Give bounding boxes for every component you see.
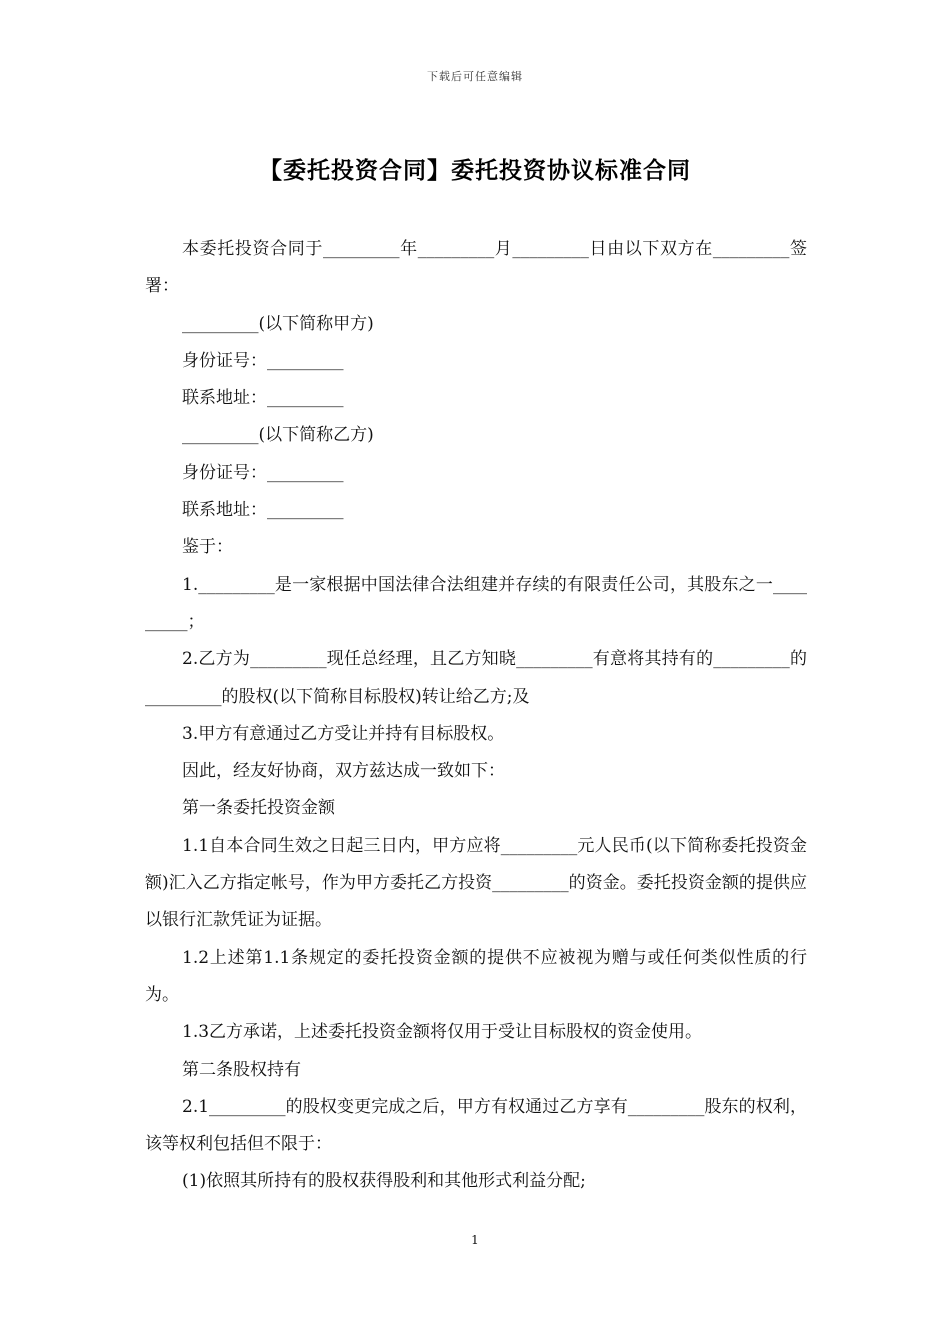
contract-body: [145, 231, 807, 1201]
page-number: 1: [471, 1233, 479, 1247]
paragraph-recital-3: 3.甲方有意通过乙方受让并持有目标股权。: [182, 723, 505, 744]
clause-1-2: 1.2上述第1.1条规定的委托投资金额的提供不应被视为赠与或任何类似性质的行为。: [145, 947, 807, 1005]
paragraph-party-a-name: _________(以下简称甲方): [182, 313, 374, 334]
clause-2-1-item-1: (1)依照其所持有的股权获得股利和其他形式利益分配;: [182, 1171, 586, 1192]
paragraph-party-b-name: _________(以下简称乙方): [182, 425, 374, 446]
document-title: 【委托投资合同】委托投资协议标准合同: [259, 158, 691, 184]
article-2-heading: 第二条股权持有: [182, 1059, 301, 1080]
paragraph-recital-1: 1._________是一家根据中国法律合法组建并存续的有限责任公司，其股东之一_________；: [145, 574, 807, 632]
paragraph-preamble: 本委托投资合同于_________年_________月_________日由以下双方在_________签署：: [145, 239, 807, 297]
paragraph-whereas: 鉴于：: [182, 537, 233, 558]
clause-1-3: 1.3乙方承诺，上述委托投资金额将仅用于受让目标股权的资金使用。: [182, 1022, 703, 1043]
clause-1-1: 1.1自本合同生效之日起三日内，甲方应将_________元人民币(以下简称委托投资金额)汇入乙方指定帐号，作为甲方委托乙方投资_________的资金。委托投资金额的提供应以银行汇款凭证为证据。: [145, 835, 807, 931]
paragraph-party-b-address: 联系地址：_________: [182, 500, 344, 521]
paragraph-agreement-intro: 因此，经友好协商，双方兹达成一致如下：: [182, 761, 505, 782]
paragraph-recital-2: 2.乙方为_________现任总经理，且乙方知晓_________有意将其持有的_________的_________的股权(以下简称目标股权)转让给乙方;及: [145, 649, 807, 707]
page-header-note: 下载后可任意编辑: [427, 70, 523, 83]
clause-2-1: 2.1_________的股权变更完成之后，甲方有权通过乙方享有_________股东的权利，该等权利包括但不限于：: [145, 1096, 807, 1155]
article-1-heading: 第一条委托投资金额: [182, 798, 335, 819]
paragraph-party-a-id: 身份证号：_________: [182, 350, 344, 371]
paragraph-party-b-id: 身份证号：_________: [182, 462, 344, 483]
paragraph-party-a-address: 联系地址：_________: [182, 388, 344, 409]
